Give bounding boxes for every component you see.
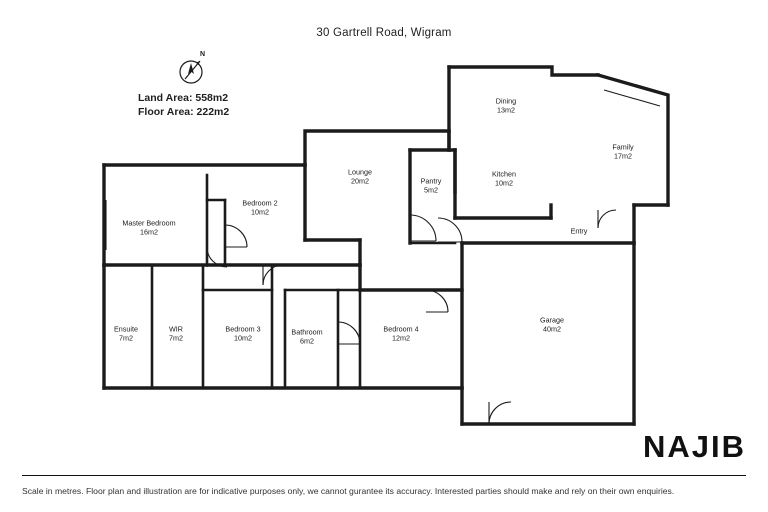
room-name: Bedroom 4 [383,324,419,334]
room-area: 6m2 [300,337,314,346]
room-name: Pantry [420,176,442,186]
room-area: 10m2 [495,179,513,188]
room-area: 7m2 [169,334,183,343]
room-name: Lounge [348,167,372,177]
window-marks [106,68,660,424]
room-name: Ensuite [114,324,138,334]
room-area: 16m2 [140,228,158,237]
room-name: Entry [570,226,588,236]
compass-north-label: N [200,51,206,58]
land-area-label: Land Area: 558m2 [138,92,229,104]
brand-logo: NAJIB [642,429,746,464]
room-name: Kitchen [492,169,516,179]
room-name: Garage [540,315,564,325]
room-name: Master Bedroom [122,218,176,228]
page-title: 30 Gartrell Road, Wigram [316,27,452,39]
area-summary [138,91,229,119]
floor-area-label: Floor Area: 222m2 [138,106,230,118]
disclaimer-text: Scale in metres. Floor plan and illustration are for indicative purposes only, we cannot gurantee its accuracy. Interested parties should make and rely on their own enquiries. [22,486,675,496]
room-name: Dining [495,96,517,106]
room-area: 13m2 [497,106,515,115]
room-area: 7m2 [119,334,133,343]
interior-walls [104,175,455,388]
footer-divider [22,475,746,476]
room-area: 17m2 [614,152,632,161]
compass-icon [176,52,210,86]
room-area: 10m2 [251,208,269,217]
room-name: Family [612,142,634,152]
room-area: 5m2 [424,186,438,195]
room-name: Bedroom 2 [242,198,278,208]
room-name: Bathroom [291,327,323,337]
room-area: 10m2 [234,334,252,343]
room-area: 12m2 [392,334,410,343]
room-name: WIR [169,324,183,334]
room-area: 20m2 [351,177,369,186]
exterior-walls [104,67,668,424]
room-name: Bedroom 3 [225,324,261,334]
room-area: 40m2 [543,325,561,334]
